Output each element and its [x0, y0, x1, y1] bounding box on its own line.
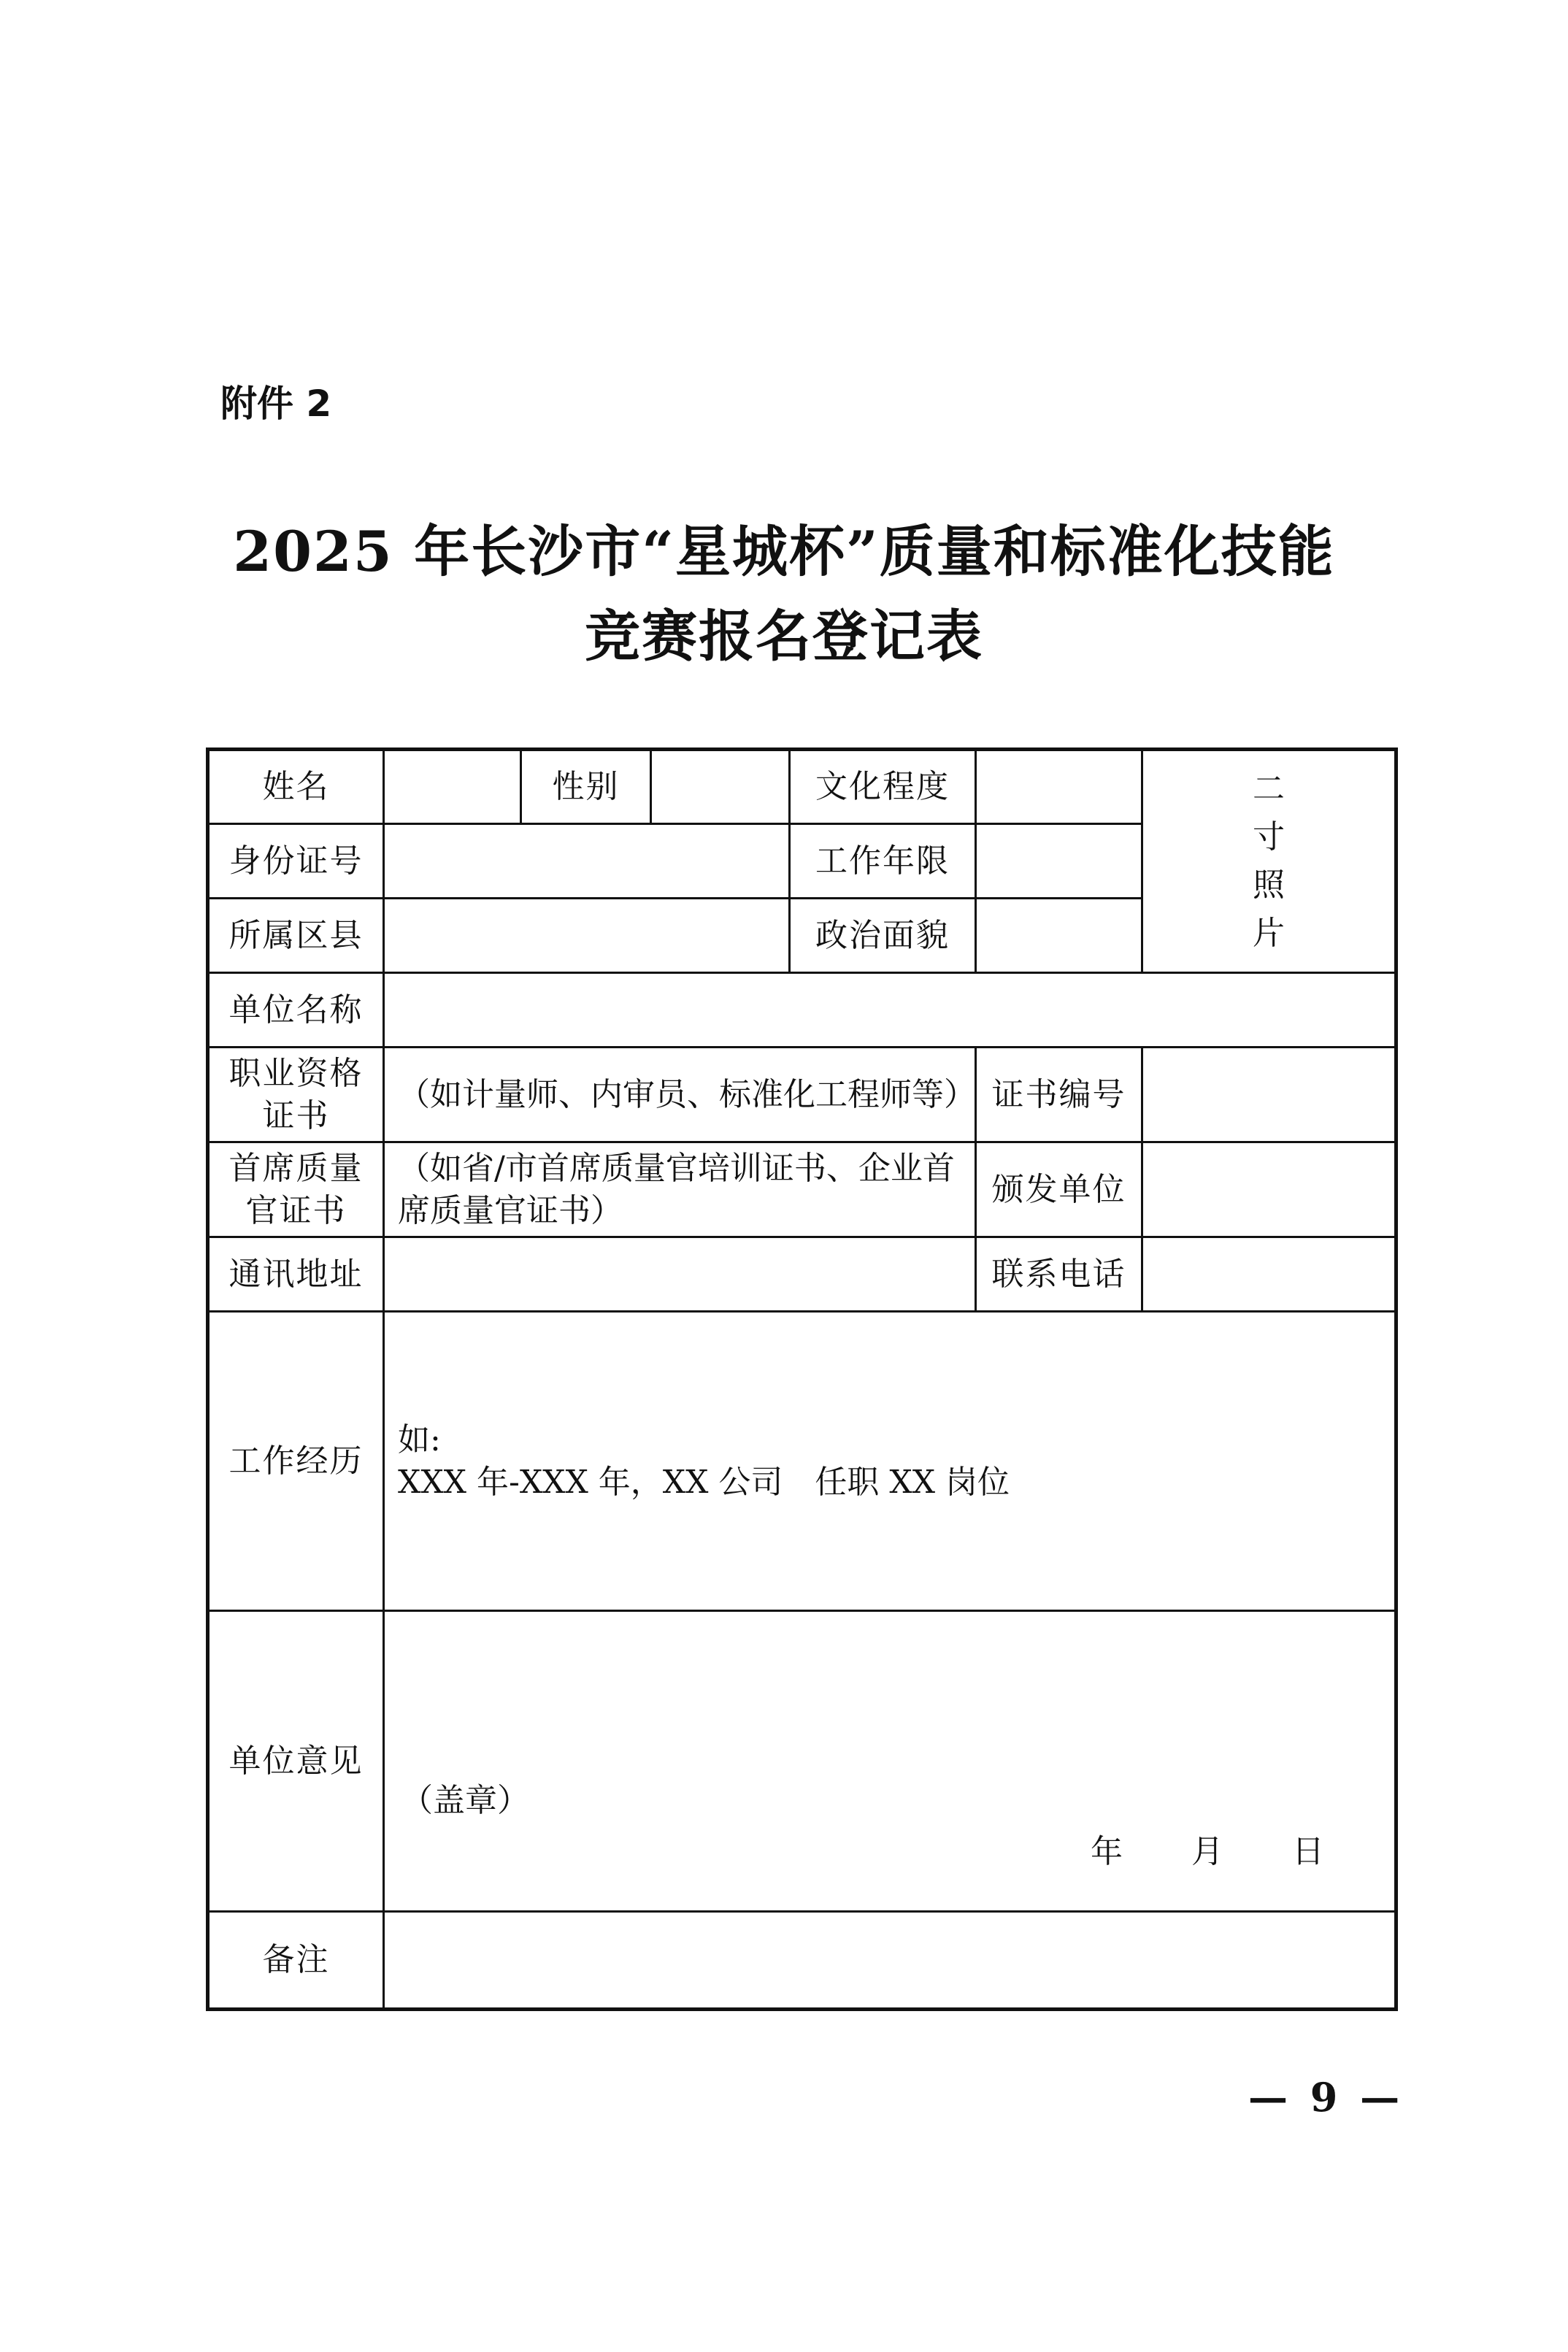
chief-quality-field[interactable]: （如省/市首席质量官培训证书、企业首席质量官证书） [384, 1142, 976, 1237]
work-experience-field[interactable] [384, 1312, 1396, 1611]
form-title: 2025 年长沙市“星城杯”质量和标准化技能 [233, 519, 1335, 584]
address-field[interactable] [384, 1237, 976, 1312]
employer-opinion-field[interactable] [384, 1611, 1396, 1912]
work-years-label: 工作年限 [790, 824, 976, 899]
photo-text-4: 片 [1253, 915, 1285, 952]
remarks-label: 备注 [208, 1912, 384, 2010]
education-label: 文化程度 [790, 750, 976, 824]
date-month: 月 [1191, 1833, 1223, 1870]
photo-text-1: 二 [1253, 770, 1285, 807]
issuer-label: 颁发单位 [976, 1142, 1142, 1237]
qualification-label: 职业资格证书 [208, 1048, 384, 1142]
qualification-field[interactable]: （如计量师、内审员、标准化工程师等） [384, 1048, 976, 1142]
experience-example-prefix: 如: [398, 1421, 441, 1459]
phone-field[interactable] [1142, 1237, 1396, 1312]
district-label: 所属区县 [208, 899, 384, 973]
form-title-line2: 竞赛报名登记表 [585, 604, 983, 669]
id-number-field[interactable] [384, 824, 790, 899]
gender-label: 性别 [521, 750, 651, 824]
employer-field[interactable] [384, 973, 1396, 1048]
registration-form-table [206, 748, 1398, 2011]
photo-text-3: 照 [1253, 866, 1285, 904]
page-number: — 9 — [1248, 2074, 1404, 2121]
id-number-label: 身份证号 [208, 824, 384, 899]
stamp-label: （盖章） [401, 1782, 529, 1819]
cert-number-field[interactable] [1142, 1048, 1396, 1142]
date-line [1032, 1831, 1324, 1873]
employer-label: 单位名称 [208, 973, 384, 1048]
work-experience-label: 工作经历 [208, 1312, 384, 1611]
photo-box[interactable] [1142, 750, 1396, 973]
date-day: 日 [1292, 1833, 1324, 1870]
political-status-field[interactable] [976, 899, 1142, 973]
work-years-field[interactable] [976, 824, 1142, 899]
address-label: 通讯地址 [208, 1237, 384, 1312]
education-field[interactable] [976, 750, 1142, 824]
district-field[interactable] [384, 899, 790, 973]
name-field[interactable] [384, 750, 521, 824]
experience-example-line: XXX 年-XXX 年，XX 公司 任职 XX 岗位 [398, 1463, 1010, 1501]
attachment-label: 附件 2 [220, 383, 332, 425]
photo-text-2: 寸 [1253, 818, 1285, 856]
cert-number-label: 证书编号 [976, 1048, 1142, 1142]
name-label: 姓名 [208, 750, 384, 824]
issuer-field[interactable] [1142, 1142, 1396, 1237]
gender-field[interactable] [651, 750, 790, 824]
employer-opinion-label: 单位意见 [208, 1611, 384, 1912]
remarks-field[interactable] [384, 1912, 1396, 2010]
political-status-label: 政治面貌 [790, 899, 976, 973]
phone-label: 联系电话 [976, 1237, 1142, 1312]
chief-quality-label: 首席质量官证书 [208, 1142, 384, 1237]
date-year: 年 [1091, 1833, 1123, 1870]
